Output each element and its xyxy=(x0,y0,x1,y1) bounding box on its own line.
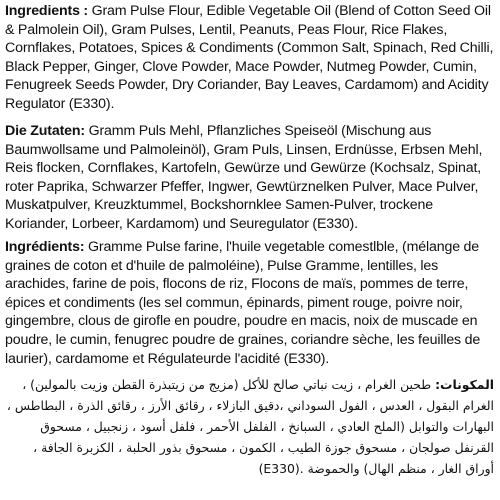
acidity-regulator-code: (E330). xyxy=(258,461,304,476)
ingredients-german xyxy=(0,122,500,234)
ingredients-heading-french: Ingrédients: xyxy=(5,239,85,255)
ingredients-text-arabic: طحين الغرام ، زيت نباتي صالح للأكل (مزيج من زيتبذرة القطن وزيت بالمولين) ، الغرام البقول ، العدس ، الفول السوداني ،دقيق البازلاء ، رقائق الأرز ، رقائق الذرة ، البطاطس ، البهارات والتوابل (الملح العادي ، السبانخ ، الفلفل الأحمر ، فلفل أسود ، زنجبيل ، مسحوق القرنفل صولجان ، مسحوق جوزة الطيب ، الكمون ، مسحوق بذور الحلبة ، الكزبرة الجافة ، أوراق الغار ، منظم الهال) والحموضة xyxy=(6,377,494,476)
ingredients-heading-arabic: المكونات: xyxy=(435,377,494,392)
ingredients-arabic xyxy=(0,374,500,479)
ingredients-text-french: Gramme Pulse farine, l'huile vegetable comestlble, (mélange de graines de coton et d'huile de palmoléine), Pulse Gramme, lentilles, les arachides, farine de pois, flocons de riz, Flocons de maïs, pommes de terre, épices et condiments (les sel commun, épinards, piment rouge, poivre noir, gingembre, clous de girofle en poudre, poudre en macis, noix de muscade en poudre, le cumin, fenugrec poudre de graines, coriandre sèche, les feuilles de laurier), cardamome et Régulateurde l'acidité (E330). xyxy=(5,239,481,367)
ingredients-heading-english: Ingredients : xyxy=(5,3,88,19)
ingredients-heading-german: Die Zutaten: xyxy=(5,123,85,139)
ingredients-text-english: Gram Pulse Flour, Edible Vegetable Oil (Blend of Cotton Seed Oil & Palmolein Oil), Gram Pulses, Lentil, Peanuts, Peas Flour, Rice Flakes, Cornflakes, Potatoes, Spices & Condiments (Common Salt, Spinach, Red Chilli, Black Pepper, Ginger, Clove Powder, Mace Powder, Nutmeg Powder, Cumin, Fenugreek Seeds Powder, Dry Coriander, Bay Leaves, Cardamom) and Acidity Regulator (E330). xyxy=(5,3,494,112)
ingredients-english xyxy=(0,2,500,114)
ingredients-text-german: Gramm Puls Mehl, Pflanzliches Speiseöl (Mischung aus Baumwollsame und Palmoleinöl), Gram Puls, Linsen, Erdnüsse, Erbsen Mehl, Reis flocken, Cornflakes, Kartofeln, Gewürze und Gewürze (Kochsalz, Spinat, roter Paprika, Schwarzer Pfeffer, Ingwer, Gewtürznelken Pulver, Mace Pulver, Muskatpulver, Kreuzktummel, Bockshornklee Samen-Pulver, trockene Koriander, Lorbeer, Kardamom) und Seuregulator (E330). xyxy=(5,123,483,232)
ingredients-french xyxy=(0,238,500,368)
